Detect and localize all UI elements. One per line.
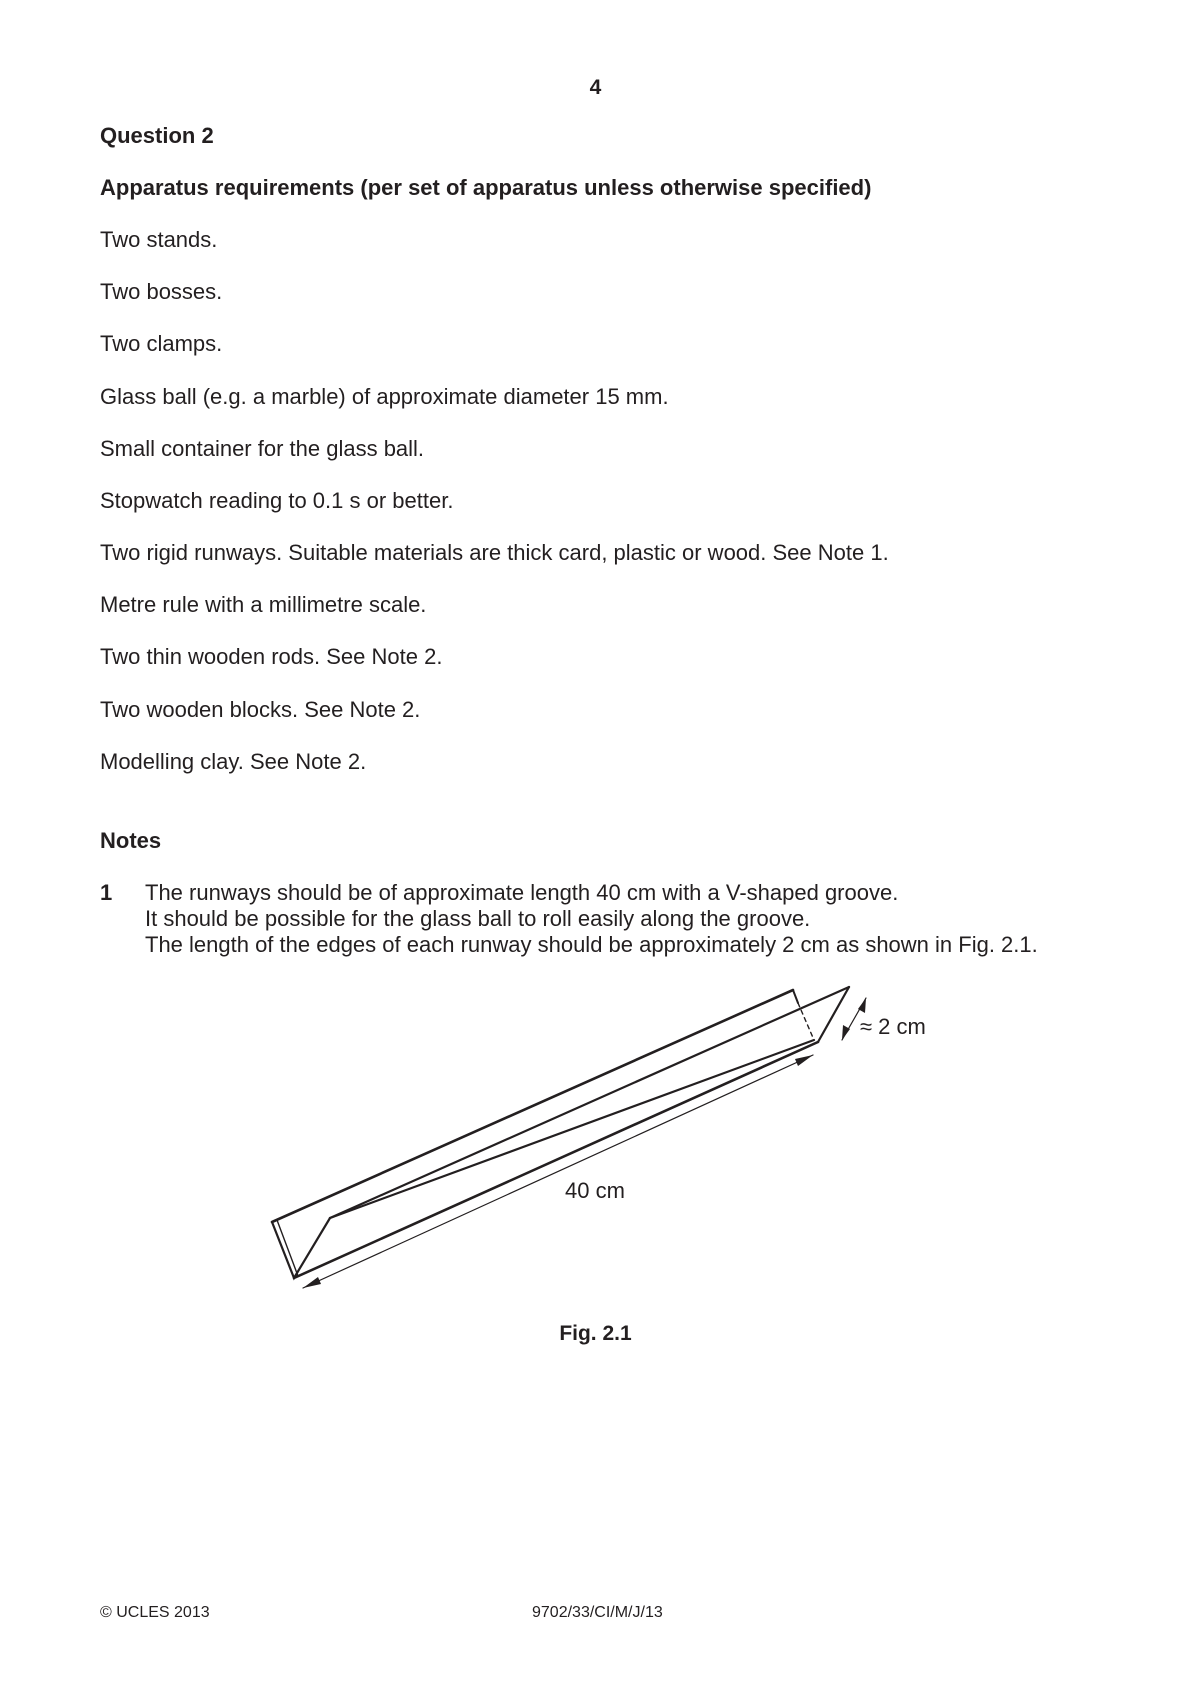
- runway-left-end-v: [272, 1218, 330, 1278]
- apparatus-heading: Apparatus requirements (per set of apparatus unless otherwise specified): [100, 175, 872, 200]
- apparatus-item: Two wooden blocks. See Note 2.: [100, 697, 421, 722]
- note-line: The runways should be of approximate length 40 cm with a V-shaped groove.: [145, 880, 899, 905]
- footer-code: 9702/33/CI/M/J/13: [532, 1604, 663, 1621]
- figure-caption: Fig. 2.1: [559, 1322, 632, 1345]
- apparatus-item: Stopwatch reading to 0.1 s or better.: [100, 488, 454, 513]
- apparatus-item: Modelling clay. See Note 2.: [100, 749, 367, 774]
- apparatus-item: Small container for the glass ball.: [100, 436, 425, 461]
- length-dimension-line: [303, 1055, 813, 1288]
- runway-far-end-cap: [793, 990, 798, 1003]
- apparatus-item: Metre rule with a millimetre scale.: [100, 592, 427, 617]
- footer-copyright: © UCLES 2013: [100, 1604, 210, 1621]
- runway-far-top-edge: [272, 990, 793, 1222]
- apparatus-item: Two rigid runways. Suitable materials are thick card, plastic or wood. See Note 1.: [100, 540, 889, 565]
- note-number: 1: [100, 880, 113, 905]
- apparatus-item: Two thin wooden rods. See Note 2.: [100, 644, 443, 669]
- length-arrowhead-right: [795, 1055, 813, 1066]
- apparatus-item: Two bosses.: [100, 279, 223, 304]
- runway-bottom-edge: [294, 1042, 818, 1278]
- runway-left-end-inner: [277, 1220, 298, 1276]
- page-number: 4: [589, 76, 602, 99]
- length-label: 40 cm: [565, 1178, 625, 1203]
- note-line: It should be possible for the glass ball to roll easily along the groove.: [145, 906, 811, 931]
- apparatus-item: Two clamps.: [100, 331, 223, 356]
- question-title: Question 2: [100, 123, 214, 148]
- length-arrowhead-left: [303, 1277, 321, 1288]
- apparatus-item: Two stands.: [100, 227, 218, 252]
- apparatus-item: Glass ball (e.g. a marble) of approximate diameter 15 mm.: [100, 384, 669, 409]
- notes-heading: Notes: [100, 828, 162, 853]
- note-line: The length of the edges of each runway should be approximately 2 cm as shown in Fig. 2.1.: [145, 932, 1038, 957]
- edge-label: ≈ 2 cm: [860, 1014, 926, 1039]
